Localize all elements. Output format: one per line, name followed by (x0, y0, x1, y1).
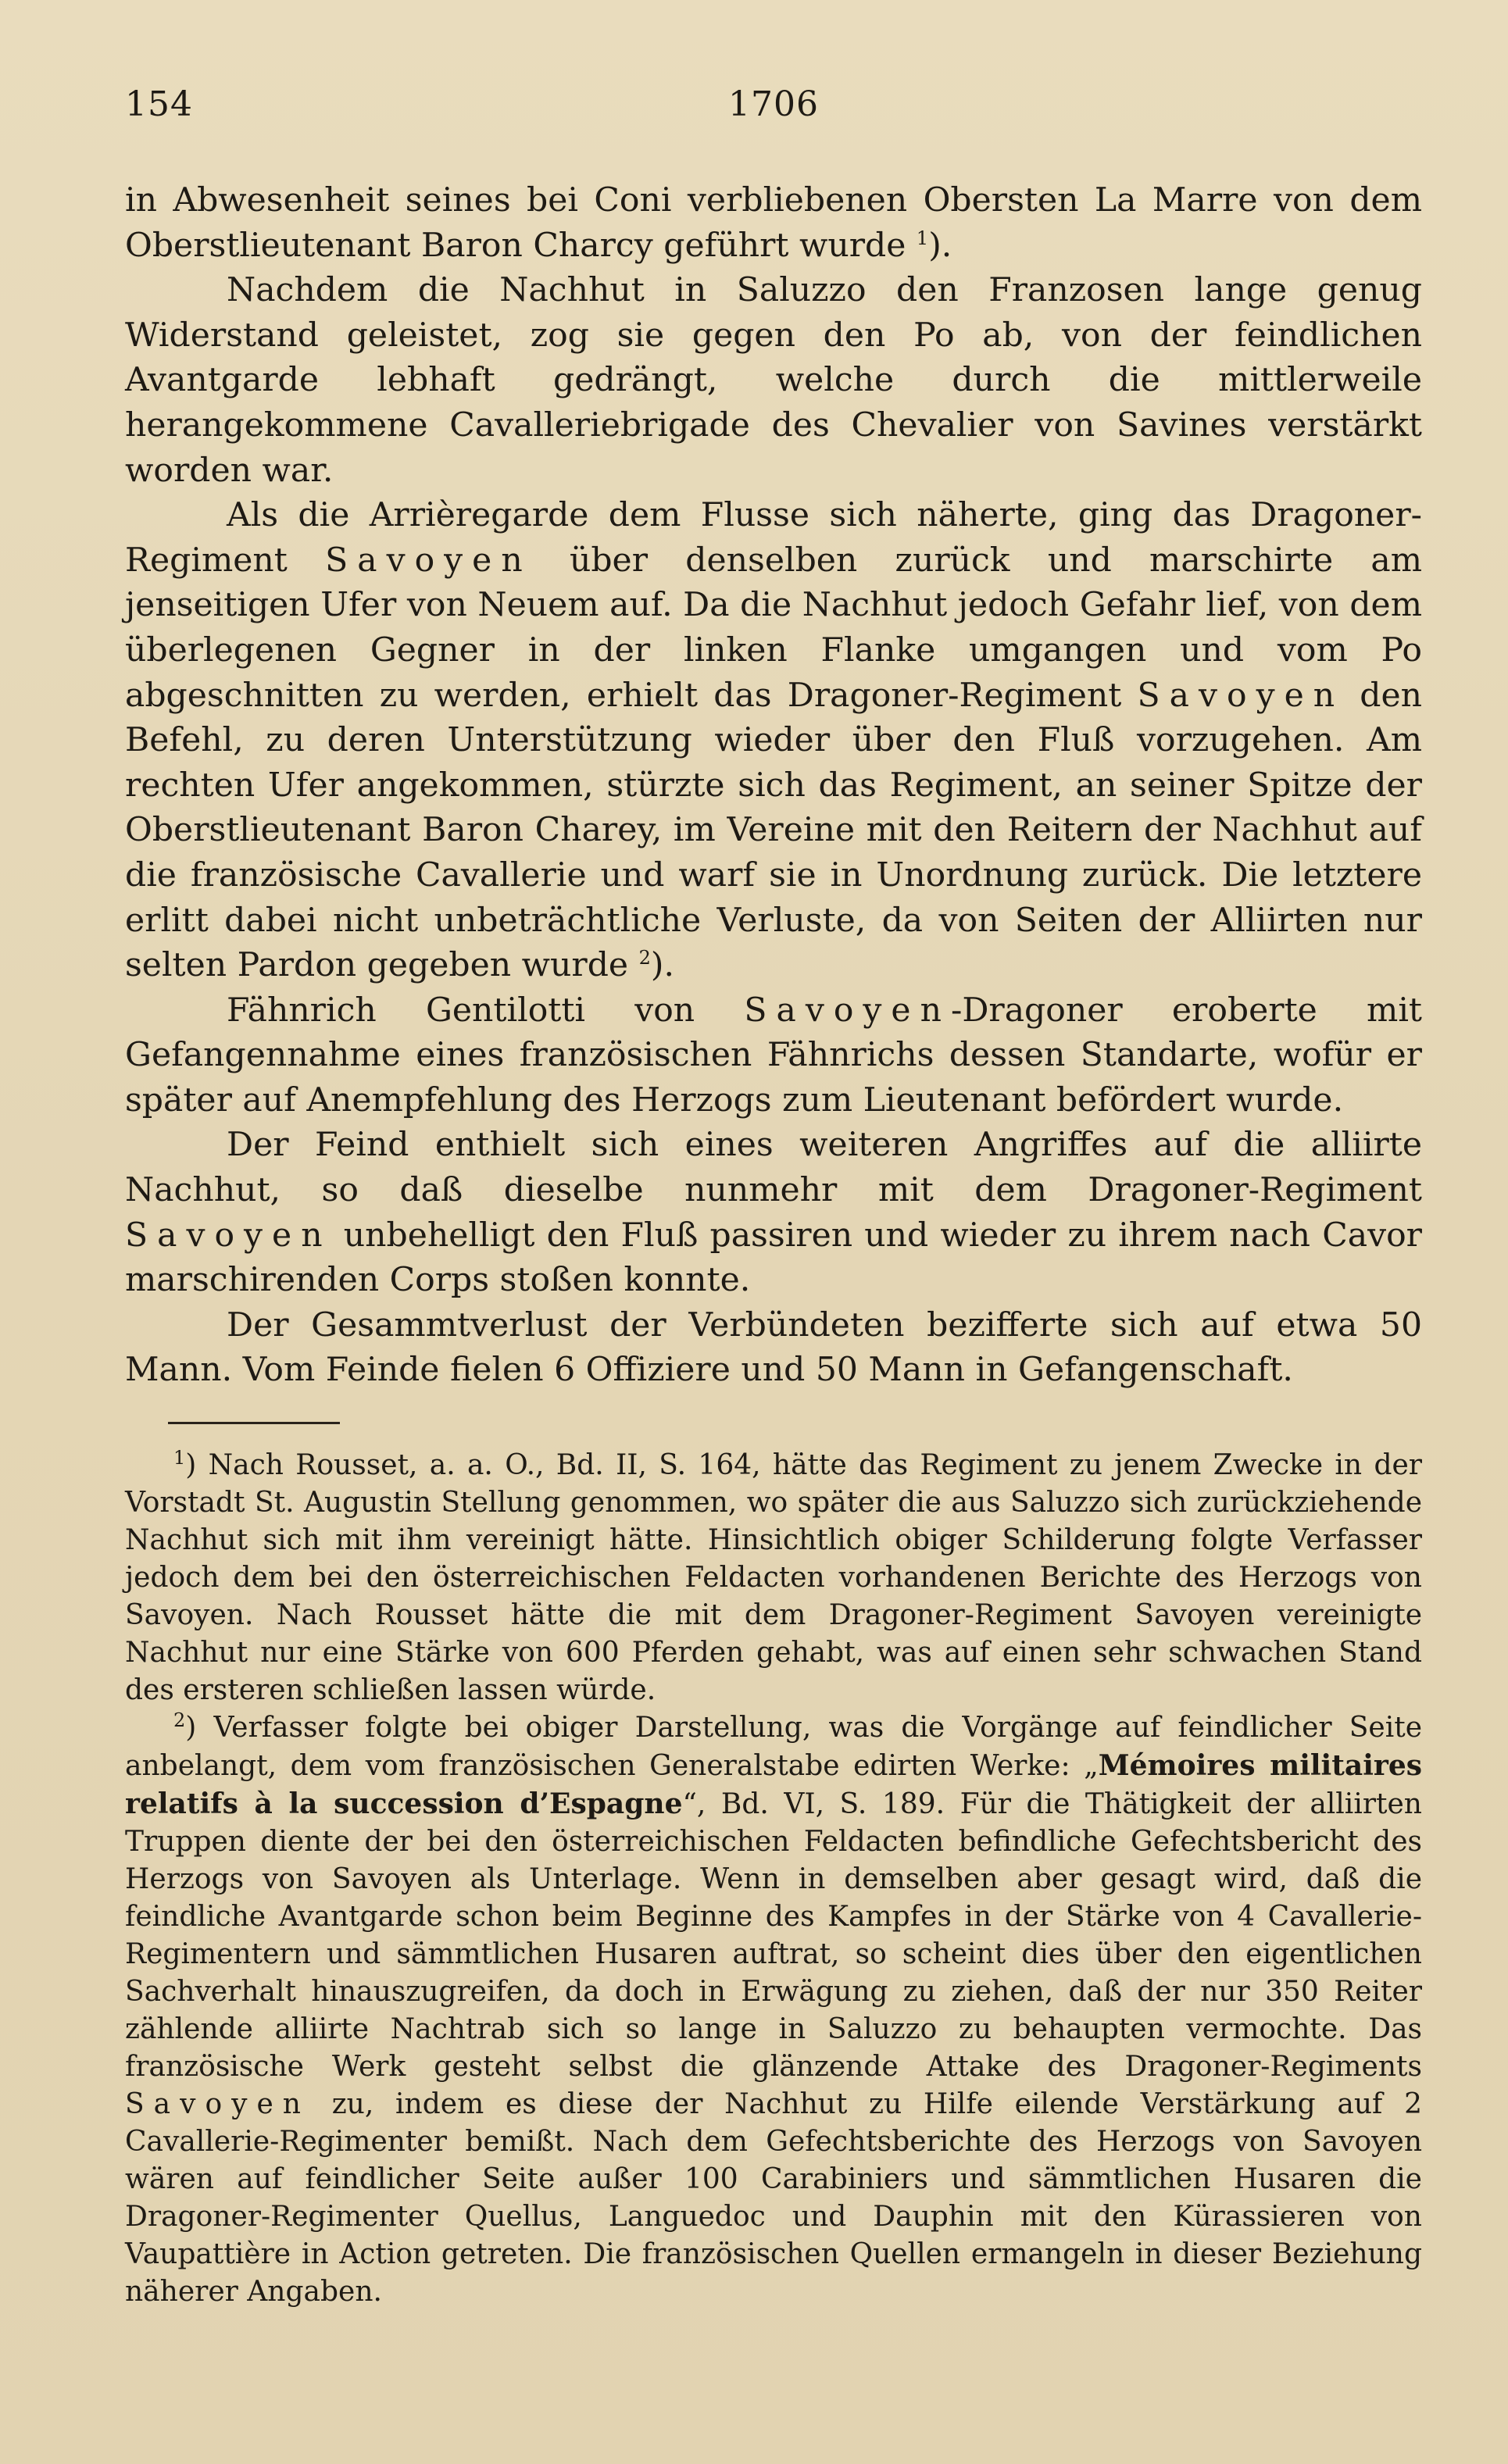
main-text (125, 178, 1422, 1393)
paragraph-3: Als die Arrièregarde dem Flusse sich näherte, ging das Dragoner-Regiment Savoyen über denselben zurück und marschirte am jenseitigen Ufer von Neuem auf. Da die Nachhut jedoch Gefahr lief, von dem überlegenen Gegner in der linken Flanke umgangen und vom Po abgeschnitten zu werden, erhielt das Dragoner-Regiment Savoyen den Befehl, zu deren Unterstützung wieder über den Fluß vorzugehen. Am rechten Ufer angekommen, stürzte sich das Regiment, an seiner Spitze der Oberstlieutenant Baron Charey, im Vereine mit den Reitern der Nachhut auf die französische Cavallerie und warf sie in Unordnung zurück. Die letztere erlitt dabei nicht unbeträchtliche Verluste, da von Seiten der Alliirten nur selten Pardon gegeben wurde $^2$). (125, 496, 1423, 985)
paragraph-5: Der Feind enthielt sich eines weiteren Angriffes auf die alliirte Nachhut, so daß dieselbe nunmehr mit dem Dragoner-Regiment Savoyen unbehelligt den Fluß passiren und wieder zu ihrem nach Cavor marschirenden Corps stoßen konnte. (125, 1126, 1422, 1300)
footnotes (125, 1447, 1422, 2311)
footnote-divider (168, 1422, 340, 1424)
footnote-2: $^2$) Verfasser folgte bei obiger Darstellung, was die Vorgänge auf feindlicher Seite anbelangt, dem vom französischen Generalstabe edirten Werke: „Mémoires militaires relatifs à la succession d’Espagne“, Bd. VI, S. 189. Für die Thätigkeit der alliirten Truppen diente der bei den österreichischen Feldacten befindliche Gefechtsbericht des Herzogs von Savoyen als Unterlage. Wenn in demselben aber gesagt wird, daß die feindliche Avantgarde schon beim Beginne des Kampfes in der Stärke von 4 Cavallerie-Regimentern und sämmtlichen Husaren auftrat, so scheint dies über den eigentlichen Sachverhalt hinauszugreifen, da doch in Erwägung zu ziehen, daß der nur 350 Reiter zählende alliirte Nachtrab sich so lange in Saluzzo zu behaupten vermochte. Das französische Werk gesteht selbst die glänzende Attake des Dragoner-Regiments Savoyen zu, indem es diese der Nachhut zu Hilfe eilende Verstärkung auf 2 Cavallerie-Regimenter bemißt. Nach dem Gefechtsberichte des Herzogs von Savoyen wären auf feindlicher Seite außer 100 Carabiniers und sämmtlichen Husaren die Dragoner-Regimenter Quellus, Languedoc und Dauphin mit den Kürassieren von Vaupattière in Action getreten. Die französischen Quellen ermangeln in dieser Beziehung näherer Angaben. (125, 1709, 1423, 2308)
spaced-name: Savoyen (325, 541, 532, 580)
paragraph-2: Nachdem die Nachhut in Saluzzo den Franzosen lange genug Widerstand geleistet, zog sie gegen den Po ab, von der feindlichen Avantgarde lebhaft gedrängt, welche durch die mittlerweile herangekommene Cavalleriebrigade des Chevalier von Savines verstärkt worden war. (125, 271, 1422, 490)
footnote-mark: 2 (173, 1709, 186, 1731)
running-head-year: 1706 (728, 84, 819, 124)
spaced-name: Savoyen (125, 1216, 332, 1255)
cited-title: Mémoires militaires relatifs à la succession d’Espagne (125, 1749, 1423, 1820)
spaced-name: Savoyen (1137, 676, 1345, 715)
footnote-1: $^1$) Nach Rousset, a. a. O., Bd. II, S. 164, hätte das Regiment zu jenem Zwecke in der Vorstadt St. Augustin Stellung genommen, wo später die aus Saluzzo sich zurückziehende Nachhut sich mit ihm vereinigt hätte. Hinsichtlich obiger Schilderung folgte Verfasser jedoch dem bei den österreichischen Feldacten vorhandenen Berichte des Herzogs von Savoyen. Nach Rousset hätte die mit dem Dragoner-Regiment Savoyen vereinigte Nachhut nur eine Stärke von 600 Pferden gehabt, was auf einen sehr schwachen Stand des ersteren schließen lassen würde. (125, 1447, 1422, 1706)
paragraph-6: Der Gesammtverlust der Verbündeten bezifferte sich auf etwa 50 Mann. Vom Feinde fielen 6 Offiziere und 50 Mann in Gefangenschaft. (125, 1305, 1422, 1390)
spaced-name: Savoyen (744, 991, 951, 1030)
footnote-ref-1: 1 (916, 227, 929, 249)
page-number: 154 (125, 84, 193, 124)
page-header (125, 84, 1422, 131)
footnote-ref-2: 2 (638, 946, 651, 969)
paragraph-4: Fähnrich Gentilotti von Savoyen-Dragoner eroberte mit Gefangennahme eines französischen Fähnrichs dessen Standarte, wofür er später auf Anempfehlung des Herzogs zum Lieutenant befördert wurde. (125, 991, 1422, 1120)
footnote-mark: 1 (173, 1447, 186, 1469)
spaced-name: Savoyen (125, 2088, 310, 2120)
paragraph-1: in Abwesenheit seines bei Coni verbliebenen Obersten La Marre von dem Oberstlieutenant Baron Charcy geführt wurde $^1$). (125, 181, 1422, 265)
